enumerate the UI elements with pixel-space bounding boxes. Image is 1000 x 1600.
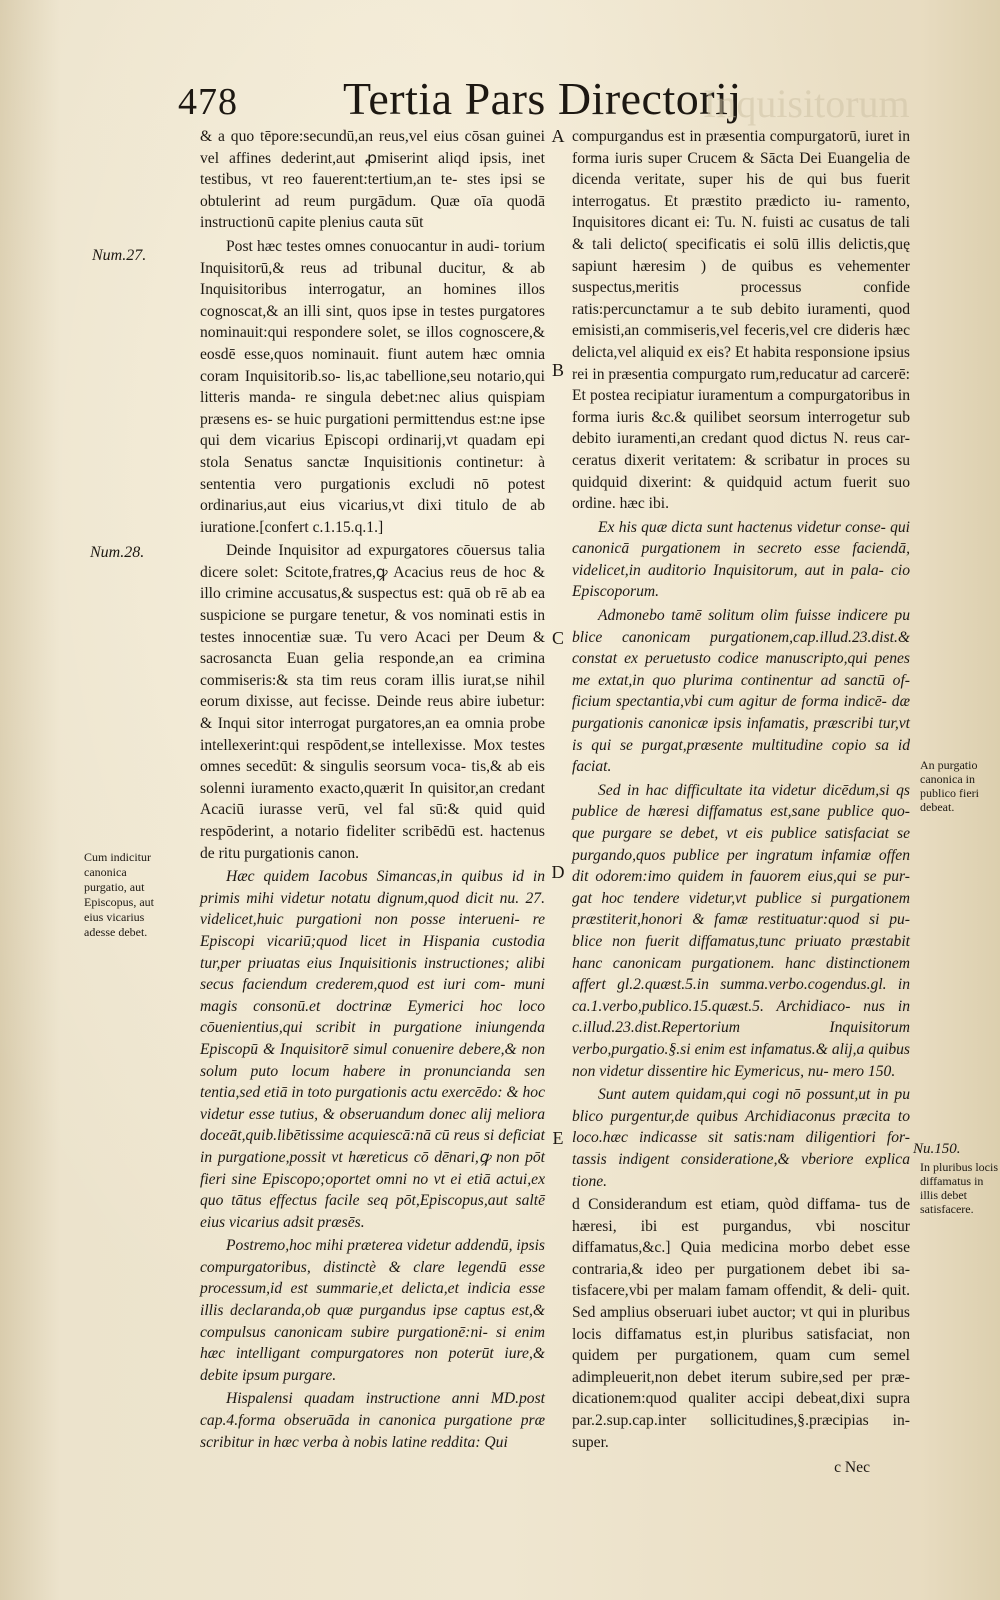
margin-note-num150: Nu.150. — [913, 1141, 961, 1157]
paragraph: Post hæc testes omnes conuocantur in audi- torium Inquisitorū,& reus ad tribunal ducitur, & ab Inquisitoribus interrogatur, an homines illos cognoscat,& an illi sint, quos ipse in testes purgatores nominauit:qui respondere solet, se illos cognoscere,& eosdē esse,quos nominauit. fiunt autem hæc omnia coram Inquisitorib.so- lis,ac tabellione,seu notario,qui litteris manda- re singula debet:nec alius quispiam præsens es- se huic purgationi permittendus est:ne ipse qui dem vicarius Episcopi ordinarij,vt quadam epi stola Senatus sanctæ Inquisitionis continetur: à sententia vero purgationis excludi nō potest ordinarius,aut eius vicarius,vt dixi titulo de ab iuratione.[confert c.1.15.q.1.] — [200, 237, 545, 536]
column-letter-a: A — [551, 126, 565, 146]
column-letter-c: C — [551, 628, 564, 648]
paragraph: Sed in hac difficultate ita videtur dicēdum,si qs publice de hæresi diffamatus est,sane publice quo- que purgare se debet, vt eis publice satisfaciat se purgando,quos publice per ingratum infamiæ offen dit odorem:imo quidem in fauorem eius,qui se pur- gat hoc tendere videtur,vt publice si purgationem præstiterit,honori & famæ restituatur:quod si pu- blice non fuerit diffamatus,tunc priuato præstabit hanc canonicam purgationem. hanc distinctionem affert gl.2.quæst.5.in summa.verbo.cogendus.gl. in ca.1.verbo,publico.15.quæst.5. Archidiaco- nus in c.illud.23.dist.Repertorium Inquisitorum verbo,purgatio.§.si enim est infamatus.& alij,a quibus non videtur dissentire hic Eymericus, nu- mero 150. — [572, 781, 910, 1080]
paragraph: Ex his quæ dicta sunt hactenus videtur conse- qui canonicā purgationem in secreto esse faciendā, videlicet,in auditorio Inquisitorum, aut in pala- cio Episcoporum. — [572, 518, 910, 601]
paragraph: Sunt autem quidam,qui cogi nō possunt,ut in pu blico purgentur,de quibus Archidiaconus præcita to loco.hæc indicasse sit satis:nam diligentiori for- tassis indigent consideratione,& vberiore explica tione. — [572, 1086, 910, 1190]
margin-note-num28: Num.28. — [90, 544, 145, 561]
paragraph: & a quo tēpore:secundū,an reus,vel eius cōsan guinei vel affines dederint,aut ꝓmiserint aliqd ipsis, inet testibus, vt reo fauerent:tertium,an te- stes ipsi se obtulerint ad reum purgādum. Quæ oīa quodā instructionū capite plenius cauta sūt — [200, 128, 545, 232]
right-column — [572, 126, 910, 1481]
paragraph: compurgandus est in præsentia compurgatorū, iuret in forma iuris super Crucem & Sācta Dei Euangelia de dicenda veritate, super his de qui bus fuerit interrogatus. Et præstito prædicto iu- ramento, Inquisitores dicant ei: Tu. N. fuisti ac cusatus de tali & tali delicto( specificatis ei solū illis delictis,quę sapiunt hæresim ) de quibus es vehementer suspectus,meritis processus confide ratis:percunctamur a te sub debito iuramenti, quod emisisti,an commiseris,vel feceris,vel cre dideris hæc delicta,vel aliquid ex eis? Et habita responsione ipsius rei in præsentia compurgato rum,reducatur ad carcerē: Et postea recipiatur iuramentum a compurgatoribus in forma iuris &c.& quilibet seorsum interrogetur sub debito iuramenti,an credant quod dictus N. reus car- ceratus dixerit veritatem: & scribatur in proces su quidquid dixerint: & quidquid actum fuerit suo ordine. hæc ibi. — [572, 128, 910, 513]
margin-note-in-pluribus: In pluribus locis diffamatus in illis debet satisfacere. — [920, 1160, 998, 1216]
paragraph: d Considerandum est etiam, quòd diffama- tus de hæresi, ibi est purgandus, vbi noscitur diffamatus,&c.] Quia medicina morbo debet esse contraria,& ideo per purgationem debet ibi sa- tisfacere,vbi per malam famam offendit, & deli- quit. Sed amplius obseruari iubet auctor; vt qui in pluribus locis diffamatus est,in pluribus satisfaciat, non quidem per purgationem, quam cum semel adimpleuerit,non debet iterum subire,sed per præ- dicationem:quod qualiter accipi debeat,dixi supra par.2.sup.cap.inter sollicitudines,§.præcipias in- super. — [572, 1196, 910, 1451]
paragraph: Hispalensi quadam instructione anni MD.post cap.4.forma obseruāda in canonica purgatione præ scribitur in hæc verba à nobis latine reddita: Qui — [200, 1390, 545, 1451]
catchword: c Nec — [834, 1459, 870, 1477]
bleed-through-head: Inquisitorum — [703, 81, 910, 126]
left-column — [200, 126, 545, 1455]
paragraph: Deinde Inquisitor ad expurgatores cōuersus talia dicere solet: Scitote,fratres,ꝙ Acacius reus de hoc & illo crimine accusatus,& suspectus est: quā ob rē ab ea suspicione se purgare tenetur, & vos nominati estis in testes innocentiæ suæ. Tu vero Acaci per Deum & sacrosancta Euan gelia responde,an ea crimina commiseris:& sta tim reus coram illis iurat,se nihil eorum dixisse, aut fecisse. Deinde reus abire iubetur: & Inqui sitor interrogat purgatores,an ea omnia probe intellexerint:qui respōdent,se intellexisse. Mox testes omnes secedūt: & singulis seorsum voca- tis,& ab eis solenni iuramento exacto,quærit In quisitor,an credant Acaciū iurasse verū, vel fal sū:& quid quid respōderint, a notario fideliter scribēdū est. hactenus de ritu purgationis canon. — [200, 542, 545, 862]
running-head: Tertia Pars Directorij — [343, 73, 742, 124]
column-letter-e: E — [552, 1128, 564, 1148]
margin-note-an-purgatio: An purgatio canonica in publico fieri debeat. — [920, 758, 979, 814]
page-header — [178, 72, 938, 132]
column-letter-b: B — [551, 360, 564, 380]
page-number: 478 — [178, 81, 238, 123]
margin-note-num27: Num.27. — [92, 247, 147, 264]
paragraph: Postremo,hoc mihi præterea videtur addendū, ipsis compurgatoribus, distinctè & clare legendū esse processum,id est summarie,et delicta,et indicia esse illis declaranda,ob quæ purgandus ipse captus est,& compulsus canonicam subire purgationē:ni- si enim hæc intelligant compurgatores non poterūt iure,& debite ipsum purgare. — [200, 1237, 545, 1384]
column-letter-d: D — [551, 862, 565, 882]
margin-note-cum-indicitur: Cum indicitur canonica purgatio, aut Episcopus, aut eius vicarius adesse debet. — [84, 850, 154, 939]
paragraph: Hæc quidem Iacobus Simancas,in quibus id in primis mihi videtur notatu dignum,quod dicit nu. 27. videlicet,huic purgationi non posse interueni- re Episcopi vicariū;quod licet in Hispania custodia tur,per priuatas eius Inquisitionis instructiones; alibi secus faciendum crederem,quod est iuri com- muni magis consonū.et doctrinæ Eymerici hoc loco cōuenientius,qui scribit in purgatione iniungenda Episcopū & Inquisitorē simul conuenire debere,& non solum puto locum habere in pronuncianda sen tentia,sed etiā in toto purgationis actu exercēdo: & hoc videtur esse tutius, & obseruandum donec alij meliora doceāt,quib.libētissime acquiescā:nā cū reus si deficiat in purgatione,possit vt hæreticus cō dēnari,ꝙ non pōt fieri sine Episcopo;oportet omni no vt ei etiā actui,ex quo tātus effectus facile seq pōt,Episcopus,aut saltē eius vicarius adsit præsēs. — [200, 868, 545, 1231]
paragraph: Admonebo tamē solitum olim fuisse indicere pu blice canonicam purgationem,cap.illud.23.dist.& constat ex peruetusto codice manuscripto,qui penes me extat,in quo plurima continentur ad sanctū of- ficium spectantia,vbi cum agitur de forma indicē- dæ purgationis canonicæ ipsis infamatis, præscribi tur,vt is qui se purgat,præsente multitudine copio sa id faciat. — [572, 607, 910, 776]
